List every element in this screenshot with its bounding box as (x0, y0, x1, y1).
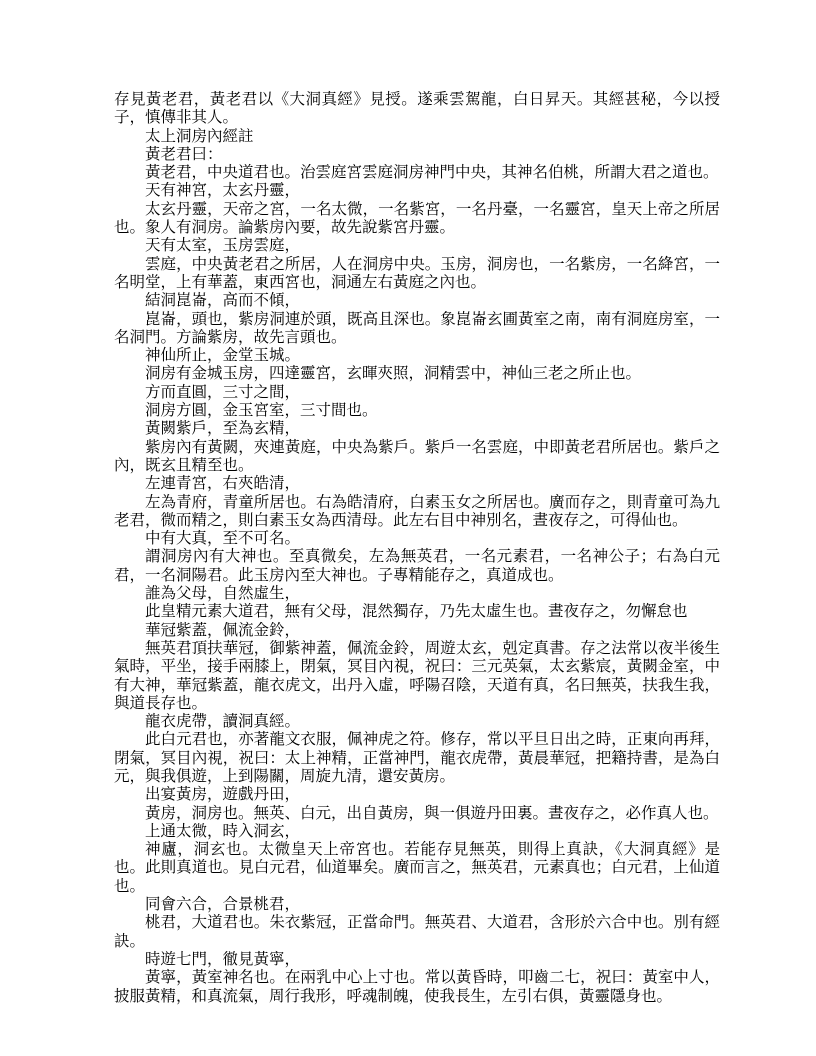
paragraph: 出宴黃房，遊戲丹田， (145, 786, 301, 804)
paragraph: 左連青宮，右夾皓清， (145, 475, 301, 493)
paragraph: 黃老君曰： (145, 145, 223, 163)
paragraph: 崑崙，頭也，紫房洞連於頭，既高且深也。象崑崙玄圃黃室之南，南有洞庭房室，一名洞門。方論紫房，故先言頭也。 (114, 310, 720, 346)
title-paragraph: 太上洞房內經註 (145, 127, 254, 145)
paragraph: 左為青府，青童所居也。右為皓清府，白素玉女之所居也。廣而存之，則青童可為九老君，微而精之，則白素玉女為西清母。此左右目中神別名，晝夜存之，可得仙也。 (114, 493, 720, 529)
paragraph: 結洞崑崙，高而不傾， (145, 292, 301, 310)
paragraph: 洞房方圓，金玉宮室，三寸間也。 (145, 402, 378, 420)
paragraph: 神仙所止，金堂玉城。 (145, 347, 301, 365)
paragraph: 上通太微，時入洞玄， (145, 822, 301, 840)
continuation-paragraph: 存見黃老君，黃老君以《大洞真經》見授。遂乘雲駕龍，白日昇天。其經甚秘，今以授子，慎傳非其人。 (114, 91, 720, 127)
paragraph: 天有神宮，太玄丹靈， (145, 182, 301, 200)
paragraph: 龍衣虎帶，讀洞真經。 (145, 713, 301, 731)
paragraph: 此白元君也，亦著龍文衣服，佩神虎之符。修存，常以平旦日出之時，正東向再拜，閉氣，冥目內視，祝曰：太上神精，正當神門，龍衣虎帶，黃晨華冠，把籍持書，是為白元，與我俱遊，上到陽關，周旋九清，還安黃房。 (114, 731, 720, 785)
paragraph: 無英君頂扶華冠，御紫神蓋，佩流金鈴，周遊太玄，剋定真書。存之法常以夜半後生氣時，平坐，接手兩膝上，閉氣，冥目內視，祝曰：三元英氣，太玄紫宸，黃闕金室，中有大神，華冠紫蓋，龍衣虎文，出丹入虛，呼陽召陰，天道有真，名曰無英，扶我生我，與道長存也。 (114, 639, 720, 712)
paragraph: 桃君，大道君也。朱衣紫冠，正當命門。無英君、大道君，含形於六合中也。別有經訣。 (114, 914, 720, 950)
paragraph: 此皇精元素大道君，無有父母，混然獨存，乃先太虛生也。晝夜存之，勿懈怠也 (145, 603, 688, 621)
paragraph: 同會六合，合景桃君， (145, 896, 301, 914)
paragraph: 黃闕紫戶，至為玄精， (145, 420, 301, 438)
paragraph: 謂洞房內有大神也。至真微矣，左為無英君，一名元素君，一名神公子；右為白元君，一名洞陽君。此玉房內至大神也。子專精能存之，真道成也。 (114, 548, 720, 584)
paragraph: 中有大真，至不可名。 (145, 530, 301, 548)
paragraph: 天有太室，玉房雲庭， (145, 237, 301, 255)
paragraph: 洞房有金城玉房，四達靈宮，玄暉夾照，洞精雲中，神仙三老之所止也。 (145, 365, 642, 383)
paragraph: 黃房，洞房也。無英、白元，出自黃房，與一俱遊丹田裏。晝夜存之，必作真人也。 (145, 804, 719, 822)
paragraph: 華冠紫蓋，佩流金鈴， (145, 621, 301, 639)
paragraph: 雲庭，中央黃老君之所居，人在洞房中央。玉房，洞房也，一名紫房，一名絳宮，一名明堂，上有華蓋，東西宮也，洞通左右黃庭之內也。 (114, 255, 720, 291)
paragraph: 神廬，洞玄也。太微皇天上帝宮也。若能存見無英，則得上真訣，《大洞真經》是也。此則真道也。見白元君，仙道畢矣。廣而言之，無英君，元素真也；白元君，上仙道也。 (114, 841, 720, 895)
paragraph: 方而直圓，三寸之間， (145, 383, 301, 401)
paragraph: 太玄丹靈，天帝之宮，一名太微，一名紫宮，一名丹臺，一名靈宮，皇天上帝之所居也。象人有洞房。論紫房內要，故先說紫宮丹靈。 (114, 200, 720, 237)
paragraph: 紫房內有黃闕，夾連黃庭，中央為紫戶。紫戶一名雲庭，中即黃老君所居也。紫戶之內，既玄且精至也。 (114, 438, 720, 474)
paragraph: 誰為父母，自然虛生， (145, 585, 301, 603)
paragraph: 時遊七門，徹見黃寧， (145, 950, 301, 968)
paragraph: 黃寧，黃室神名也。在兩乳中心上寸也。常以黃昏時，叩齒二七，祝曰：黃室中人，披服黃精，和真流氣，周行我形，呼魂制魄，使我長生，左引右俱，黃靈隱身也。 (114, 969, 720, 1005)
paragraph: 黃老君，中央道君也。治雲庭宮雲庭洞房神門中央，其神名伯桃，所謂大君之道也。 (145, 164, 719, 182)
